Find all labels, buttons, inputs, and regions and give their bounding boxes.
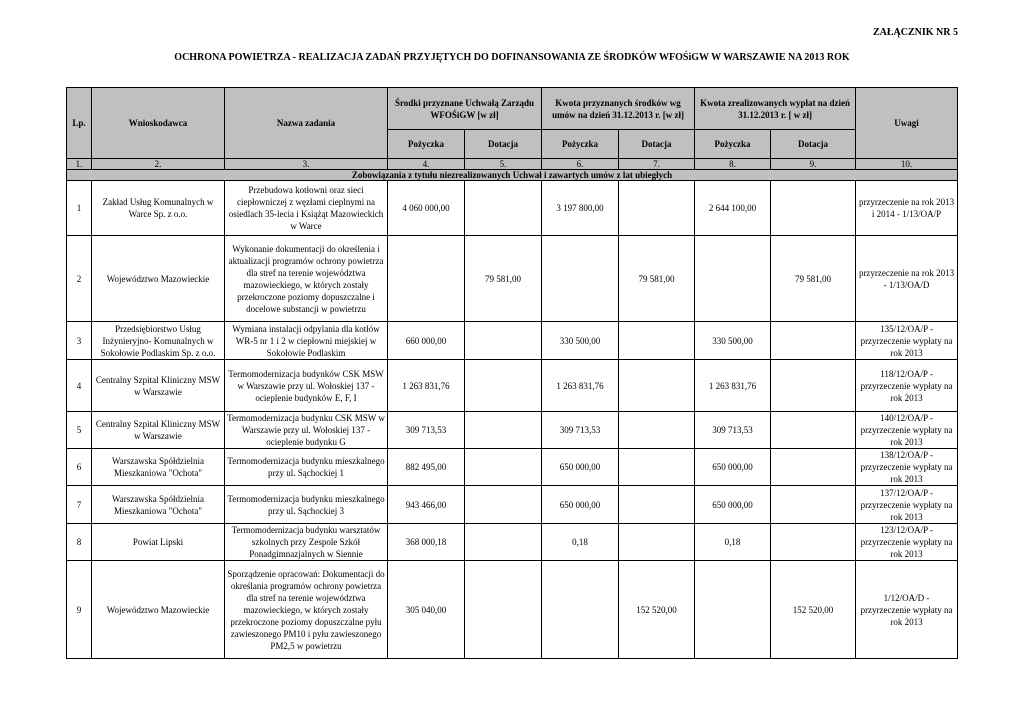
row-granted-loan: 309 713,53 <box>388 412 465 449</box>
document-title: OCHRONA POWIETRZA - REALIZACJA ZADAŃ PRZYJĘTYCH DO DOFINANSOWANIA ZE ŚRODKÓW WFOŚiGW W WARSZAWIE NA 2013 ROK <box>174 52 850 63</box>
column-number: 10. <box>856 159 958 170</box>
row-notes: 123/12/OA/P - przyrzeczenie wypłaty na rok 2013 <box>856 524 958 561</box>
row-granted-loan: 1 263 831,76 <box>388 360 465 412</box>
row-contracted-loan: 0,18 <box>542 524 619 561</box>
row-lp: 7 <box>67 486 92 524</box>
row-applicant: Województwo Mazowieckie <box>92 561 225 659</box>
column-number: 9. <box>771 159 856 170</box>
row-contracted-grant <box>619 449 695 486</box>
row-paid-grant <box>771 322 856 360</box>
table-row <box>67 360 958 412</box>
header-grant: Dotacja <box>619 130 695 159</box>
row-granted-grant <box>465 412 542 449</box>
row-granted-loan <box>388 236 465 322</box>
row-granted-grant: 79 581,00 <box>465 236 542 322</box>
column-number: 6. <box>542 159 619 170</box>
header-notes: Uwagi <box>856 88 958 159</box>
row-granted-grant <box>465 486 542 524</box>
row-paid-grant <box>771 449 856 486</box>
row-lp: 1 <box>67 181 92 236</box>
row-contracted-loan: 650 000,00 <box>542 449 619 486</box>
row-applicant: Powiat Lipski <box>92 524 225 561</box>
row-contracted-grant: 152 520,00 <box>619 561 695 659</box>
row-granted-grant <box>465 449 542 486</box>
row-contracted-grant <box>619 181 695 236</box>
row-paid-loan: 650 000,00 <box>695 486 771 524</box>
row-paid-grant <box>771 360 856 412</box>
row-applicant: Centralny Szpital Kliniczny MSW w Warszawie <box>92 412 225 449</box>
row-applicant: Zakład Usług Komunalnych w Warce Sp. z o.o. <box>92 181 225 236</box>
row-granted-loan: 4 060 000,00 <box>388 181 465 236</box>
row-contracted-grant <box>619 524 695 561</box>
row-task: Przebudowa kotłowni oraz sieci ciepłowniczej z węzłami cieplnymi na osiedlach 35-lecia i Książąt Mazowieckich w Warce <box>225 181 388 236</box>
row-contracted-loan: 650 000,00 <box>542 486 619 524</box>
column-number: 3. <box>225 159 388 170</box>
row-notes: przyrzeczenie na rok 2013 - 1/13/OA/D <box>856 236 958 322</box>
column-number: 2. <box>92 159 225 170</box>
column-number: 8. <box>695 159 771 170</box>
row-notes: 118/12/OA/P - przyrzeczenie wypłaty na rok 2013 <box>856 360 958 412</box>
row-contracted-loan: 330 500,00 <box>542 322 619 360</box>
row-contracted-loan: 1 263 831,76 <box>542 360 619 412</box>
header-lp: Lp. <box>67 88 92 159</box>
row-notes: 1/12/OA/D - przyrzeczenie wypłaty na rok 2013 <box>856 561 958 659</box>
row-applicant: Województwo Mazowieckie <box>92 236 225 322</box>
table-row <box>67 181 958 236</box>
header-granted: Środki przyznane Uchwałą Zarządu WFOŚiGW [w zł] <box>388 88 542 130</box>
header-loan: Pożyczka <box>695 130 771 159</box>
row-task: Termomodernizacja budynku warsztatów szkolnych przy Zespole Szkół Ponadgimnazjalnych w Siennie <box>225 524 388 561</box>
header-contracted: Kwota przyznanych środków wg umów na dzień 31.12.2013 r. [w zł] <box>542 88 695 130</box>
row-paid-loan <box>695 236 771 322</box>
row-paid-loan: 0,18 <box>695 524 771 561</box>
header-loan: Pożyczka <box>388 130 465 159</box>
column-number: 1. <box>67 159 92 170</box>
row-contracted-grant <box>619 360 695 412</box>
row-lp: 3 <box>67 322 92 360</box>
row-paid-grant <box>771 181 856 236</box>
row-granted-loan: 368 000,18 <box>388 524 465 561</box>
row-notes: 138/12/OA/P - przyrzeczenie wypłaty na rok 2013 <box>856 449 958 486</box>
row-notes: 137/12/OA/P - przyrzeczenie wypłaty na rok 2013 <box>856 486 958 524</box>
section-row <box>67 170 958 181</box>
row-granted-grant <box>465 322 542 360</box>
annex-label: ZAŁĄCZNIK NR 5 <box>872 27 958 38</box>
row-applicant: Warszawska Spółdzielnia Mieszkaniowa "Ochota" <box>92 449 225 486</box>
row-task: Termomodernizacja budynku CSK MSW w Warszawie przy ul. Wołoskiej 137 - ocieplenie budynku G <box>225 412 388 449</box>
row-granted-grant <box>465 360 542 412</box>
row-task: Sporządzenie opracowań: Dokumentacji do określania programów ochrony powietrza dla stref na terenie województwa mazowieckiego, w których zostały przekroczone poziomy dopuszczalne pyłu zawieszonego PM10 i pyłu zawieszonego PM2,5 w powietrzu <box>225 561 388 659</box>
row-granted-loan: 882 495,00 <box>388 449 465 486</box>
row-applicant: Warszawska Spółdzielnia Mieszkaniowa "Ochota" <box>92 486 225 524</box>
row-lp: 4 <box>67 360 92 412</box>
row-task: Termomodernizacja budynku mieszkalnego przy ul. Sąchockiej 1 <box>225 449 388 486</box>
row-paid-loan: 330 500,00 <box>695 322 771 360</box>
row-applicant: Przedsiębiorstwo Usług Inżynieryjno- Komunalnych w Sokołowie Podlaskim Sp. z o.o. <box>92 322 225 360</box>
row-granted-loan: 943 466,00 <box>388 486 465 524</box>
table-row <box>67 449 958 486</box>
row-contracted-grant <box>619 412 695 449</box>
row-granted-grant <box>465 181 542 236</box>
row-task: Termomodernizacja budynku mieszkalnego przy ul. Sąchockiej 3 <box>225 486 388 524</box>
table-row <box>67 524 958 561</box>
header-applicant: Wnioskodawca <box>92 88 225 159</box>
row-contracted-grant <box>619 322 695 360</box>
row-notes: 135/12/OA/P - przyrzeczenie wypłaty na rok 2013 <box>856 322 958 360</box>
row-notes: przyrzeczenie na rok 2013 i 2014 - 1/13/OA/P <box>856 181 958 236</box>
row-granted-grant <box>465 561 542 659</box>
header-task: Nazwa zadania <box>225 88 388 159</box>
row-task: Wykonanie dokumentacji do określenia i aktualizacji programów ochrony powietrza dla stref na terenie województwa mazowieckiego, w których zostały przekroczone poziomy dopuszczalne i docelowe substancji w powietrzu <box>225 236 388 322</box>
row-contracted-loan: 3 197 800,00 <box>542 181 619 236</box>
row-contracted-loan <box>542 236 619 322</box>
section-title: Zobowiązania z tytułu niezrealizowanych Uchwał i zawartych umów z lat ubiegłych <box>67 170 958 181</box>
column-number: 4. <box>388 159 465 170</box>
row-granted-loan: 305 040,00 <box>388 561 465 659</box>
row-task: Wymiana instalacji odpylania dla kotłów WR-5 nr 1 i 2 w ciepłowni miejskiej w Sokołowie Podlaskim <box>225 322 388 360</box>
row-lp: 2 <box>67 236 92 322</box>
row-task: Termomodernizacja budynków CSK MSW w Warszawie przy ul. Wołoskiej 137 - ocieplenie budynków E, F, I <box>225 360 388 412</box>
table-row <box>67 236 958 322</box>
column-number-row <box>67 159 958 170</box>
header-paid: Kwota zrealizowanych wypłat na dzień 31.12.2013 r. [ w zł] <box>695 88 856 130</box>
row-lp: 8 <box>67 524 92 561</box>
row-paid-loan: 309 713,53 <box>695 412 771 449</box>
funding-table <box>66 87 958 659</box>
row-paid-grant <box>771 524 856 561</box>
table-row <box>67 412 958 449</box>
header-grant: Dotacja <box>771 130 856 159</box>
table-row <box>67 322 958 360</box>
row-granted-loan: 660 000,00 <box>388 322 465 360</box>
row-paid-loan <box>695 561 771 659</box>
row-lp: 5 <box>67 412 92 449</box>
column-number: 5. <box>465 159 542 170</box>
row-paid-grant: 152 520,00 <box>771 561 856 659</box>
row-lp: 9 <box>67 561 92 659</box>
row-paid-loan: 2 644 100,00 <box>695 181 771 236</box>
row-contracted-loan <box>542 561 619 659</box>
row-contracted-loan: 309 713,53 <box>542 412 619 449</box>
table-row <box>67 561 958 659</box>
row-paid-grant: 79 581,00 <box>771 236 856 322</box>
row-lp: 6 <box>67 449 92 486</box>
row-contracted-grant <box>619 486 695 524</box>
row-notes: 140/12/OA/P - przyrzeczenie wypłaty na rok 2013 <box>856 412 958 449</box>
row-contracted-grant: 79 581,00 <box>619 236 695 322</box>
row-paid-grant <box>771 486 856 524</box>
row-applicant: Centralny Szpital Kliniczny MSW w Warszawie <box>92 360 225 412</box>
column-number: 7. <box>619 159 695 170</box>
row-paid-grant <box>771 412 856 449</box>
header-loan: Pożyczka <box>542 130 619 159</box>
row-paid-loan: 650 000,00 <box>695 449 771 486</box>
table-row <box>67 486 958 524</box>
row-granted-grant <box>465 524 542 561</box>
header-grant: Dotacja <box>465 130 542 159</box>
row-paid-loan: 1 263 831,76 <box>695 360 771 412</box>
